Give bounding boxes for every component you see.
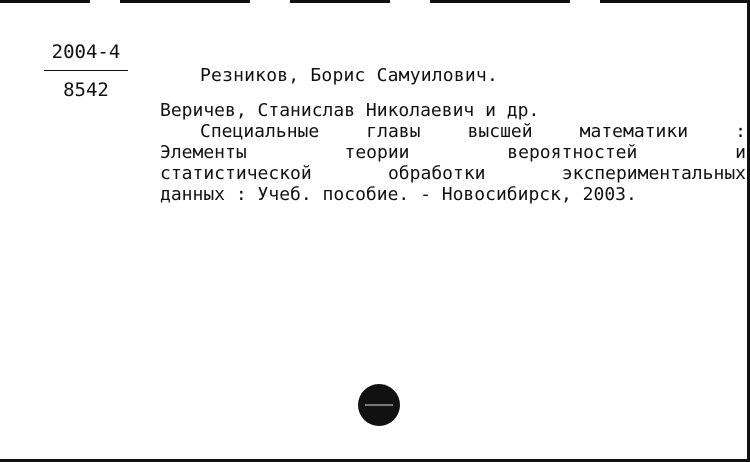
- call-number: [44, 40, 128, 101]
- entry-word: Элементы: [160, 142, 247, 163]
- entry-title-line-1: [160, 121, 746, 142]
- call-number-divider: [44, 70, 128, 71]
- bibliographic-entry: [160, 100, 746, 205]
- author-heading: Резников, Борис Самуилович.: [200, 65, 498, 86]
- entry-word: главы: [366, 121, 421, 142]
- library-stamp-icon: [358, 384, 400, 426]
- entry-authors: Веричев, Станислав Николаевич и др.: [160, 100, 540, 121]
- entry-word: экспериментальных: [561, 163, 746, 184]
- entry-word: вероятностей: [507, 142, 638, 163]
- entry-word: теории: [344, 142, 410, 163]
- entry-word: и: [735, 142, 746, 163]
- call-number-bottom: 8542: [63, 79, 109, 101]
- entry-word: математики: [579, 121, 689, 142]
- call-number-top: 2004-4: [51, 41, 121, 63]
- entry-word: высшей: [467, 121, 533, 142]
- entry-publication-line: данных : Учеб. пособие. - Новосибирск, 2003.: [160, 184, 637, 205]
- card-top-edge: [0, 0, 750, 3]
- entry-word: :: [735, 121, 746, 142]
- entry-title-line-2: [160, 142, 746, 163]
- entry-word: Специальные: [200, 121, 320, 142]
- entry-word: статистической: [160, 163, 312, 184]
- entry-word: обработки: [387, 163, 486, 184]
- entry-title-line-3: [160, 163, 746, 184]
